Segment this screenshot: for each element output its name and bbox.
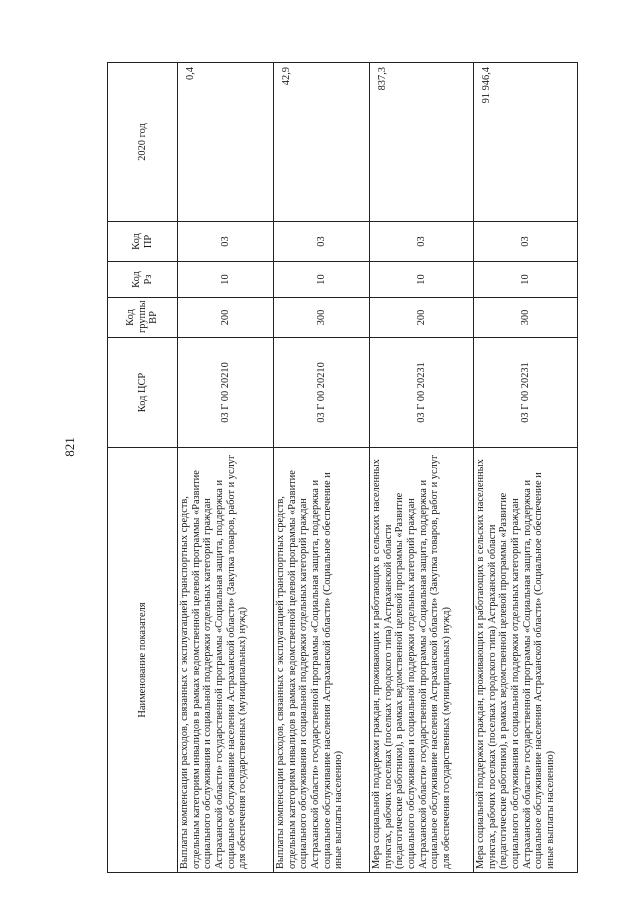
row-name: Выплаты компенсации расходов, связанных с эксплуатацией транспортных средств, отдельным категориям инвалидов в рамках ведомственной целевой программы «Развитие социального обслуживания и социальной поддержки отдельных категорий граждан Астраханской области» государственной программы «Социальная защита, поддержка и социальное обслуживание населения Астраханской области» (Закупка товаров, работ и услуг для обеспечения государственных (муниципальных) нужд): [178, 448, 274, 873]
row-value: 837,3: [370, 63, 474, 222]
row-rz-code: 10: [178, 262, 274, 298]
table-row: [178, 63, 274, 873]
row-name: Выплаты компенсации расходов, связанных с эксплуатацией транспортных средств, отдельным категориям инвалидов в рамках ведомственной целевой программы «Развитие социального обслуживания и социальной поддержки отдельных категорий граждан Астраханской области» государственной программы «Социальная защита, поддержка и социальное обслуживание населения Астраханской области» (Социальное обеспечение и иные выплаты населению): [274, 448, 370, 873]
row-pr-code: 03: [274, 222, 370, 262]
table-row: [474, 63, 578, 873]
budget-table: [107, 62, 578, 873]
row-rz-code: 10: [370, 262, 474, 298]
row-value: 0,4: [178, 63, 274, 222]
header-rz-code: Код Рз: [108, 262, 178, 298]
row-rz-code: 10: [274, 262, 370, 298]
header-csr-code: Код ЦСР: [108, 338, 178, 448]
page-number: 821: [61, 437, 77, 457]
table-row: [274, 63, 370, 873]
row-value: 91 946,4: [474, 63, 578, 222]
row-pr-code: 03: [474, 222, 578, 262]
header-pr-code: Код ПР: [108, 222, 178, 262]
table-row: [370, 63, 474, 873]
row-rz-code: 10: [474, 262, 578, 298]
header-year: 2020 год: [108, 63, 178, 222]
row-group-code: 300: [274, 298, 370, 338]
row-pr-code: 03: [370, 222, 474, 262]
row-value: 42,9: [274, 63, 370, 222]
row-csr-code: 03 Г 00 20231: [370, 338, 474, 448]
budget-table-sheet: [107, 63, 577, 873]
table-header-row: [108, 63, 178, 873]
row-csr-code: 03 Г 00 20210: [178, 338, 274, 448]
header-name: Наименование показателя: [108, 448, 178, 873]
row-name: Мера социальной поддержки граждан, проживающих и работающих в сельских населенных пунктах, рабочих поселках (поселках городского типа) Астраханской области (педагогические работники), в рамках ведомственной целевой программы «Развитие социального обслуживания и социальной поддержки отдельных категорий граждан Астраханской области» государственной программы «Социальная защита, поддержка и социальное обслуживание населения Астраханской области» (Закупка товаров, работ и услуг для обеспечения государственных (муниципальных) нужд): [370, 448, 474, 873]
row-group-code: 300: [474, 298, 578, 338]
row-group-code: 200: [370, 298, 474, 338]
row-pr-code: 03: [178, 222, 274, 262]
row-csr-code: 03 Г 00 20231: [474, 338, 578, 448]
row-name: Мера социальной поддержки граждан, проживающих и работающих в сельских населенных пунктах, рабочих поселках (поселках городского типа) Астраханской области (педагогические работники), в рамках ведомственной целевой программы «Развитие социального обслуживания и социальной поддержки отдельных категорий граждан Астраханской области» государственной программы «Социальная защита, поддержка и социальное обслуживание населения Астраханской области» (Социальное обеспечение и иные выплаты населению): [474, 448, 578, 873]
row-group-code: 200: [178, 298, 274, 338]
header-group-code: Код группы ВР: [108, 298, 178, 338]
row-csr-code: 03 Г 00 20210: [274, 338, 370, 448]
